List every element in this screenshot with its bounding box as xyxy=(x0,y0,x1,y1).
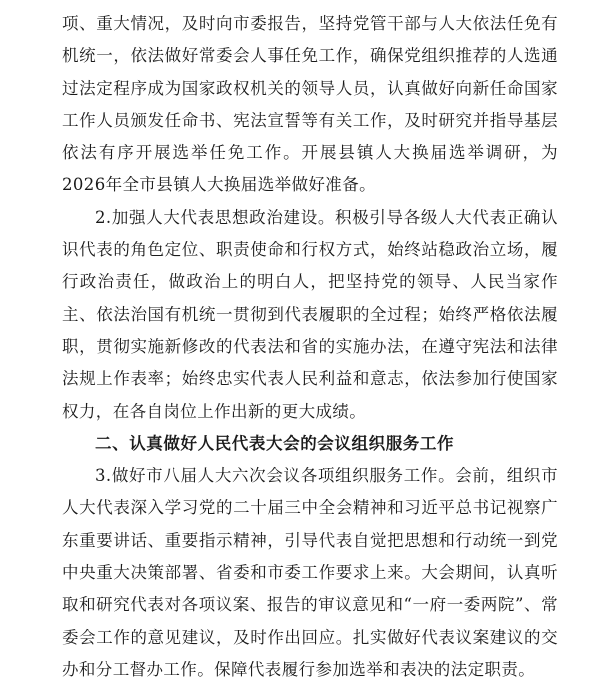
paragraph-2: 2.加强人大代表思想政治建设。积极引导各级人大代表正确认识代表的角色定位、职责使命和行权方式，始终站稳政治立场，履行政治责任，做政治上的明白人，把坚持党的领导、人民当家作主、依法治国有机统一贯彻到代表履职的全过程；始终严格依法履职，贯彻实施新修改的代表法和省的实施办法，在遵守宪法和法律法规上作表率；始终忠实代表人民利益和意志，依法参加行使国家权力，在各自岗位上作出新的更大成绩。 xyxy=(62,207,558,421)
section-heading: 二、认真做好人民代表大会的会议组织服务工作 xyxy=(95,433,455,453)
paragraph-3: 3.做好市八届人大六次会议各项组织服务工作。会前，组织市人大代表深入学习党的二十届三中全会精神和习近平总书记视察广东重要讲话、重要指示精神，引导代表自觉把思想和行动统一到党中央重大决策部署、省委和市委工作要求上来。大会期间，认真听取和研究代表对各项议案、报告的审议意见和“一府一委两院”、常委会工作的意见建议，及时作出回应。扎实做好代表议案建议的交办和分工督办工作。保障代表履行参加选举和表决的法定职责。 xyxy=(62,466,558,679)
document-page xyxy=(62,8,558,686)
paragraph-continued: 项、重大情况，及时向市委报告，坚持党管干部与人大依法任免有机统一，依法做好常委会人事任免工作，确保党组织推荐的人选通过法定程序成为国家政权机关的领导人员，认真做好向新任命国家工作人员颁发任命书、宪法宣誓等有关工作，及时研究并指导基层依法有序开展选举任免工作。开展县镇人大换届选举调研，为2026年全市县镇人大换届选举做好准备。 xyxy=(62,14,558,195)
